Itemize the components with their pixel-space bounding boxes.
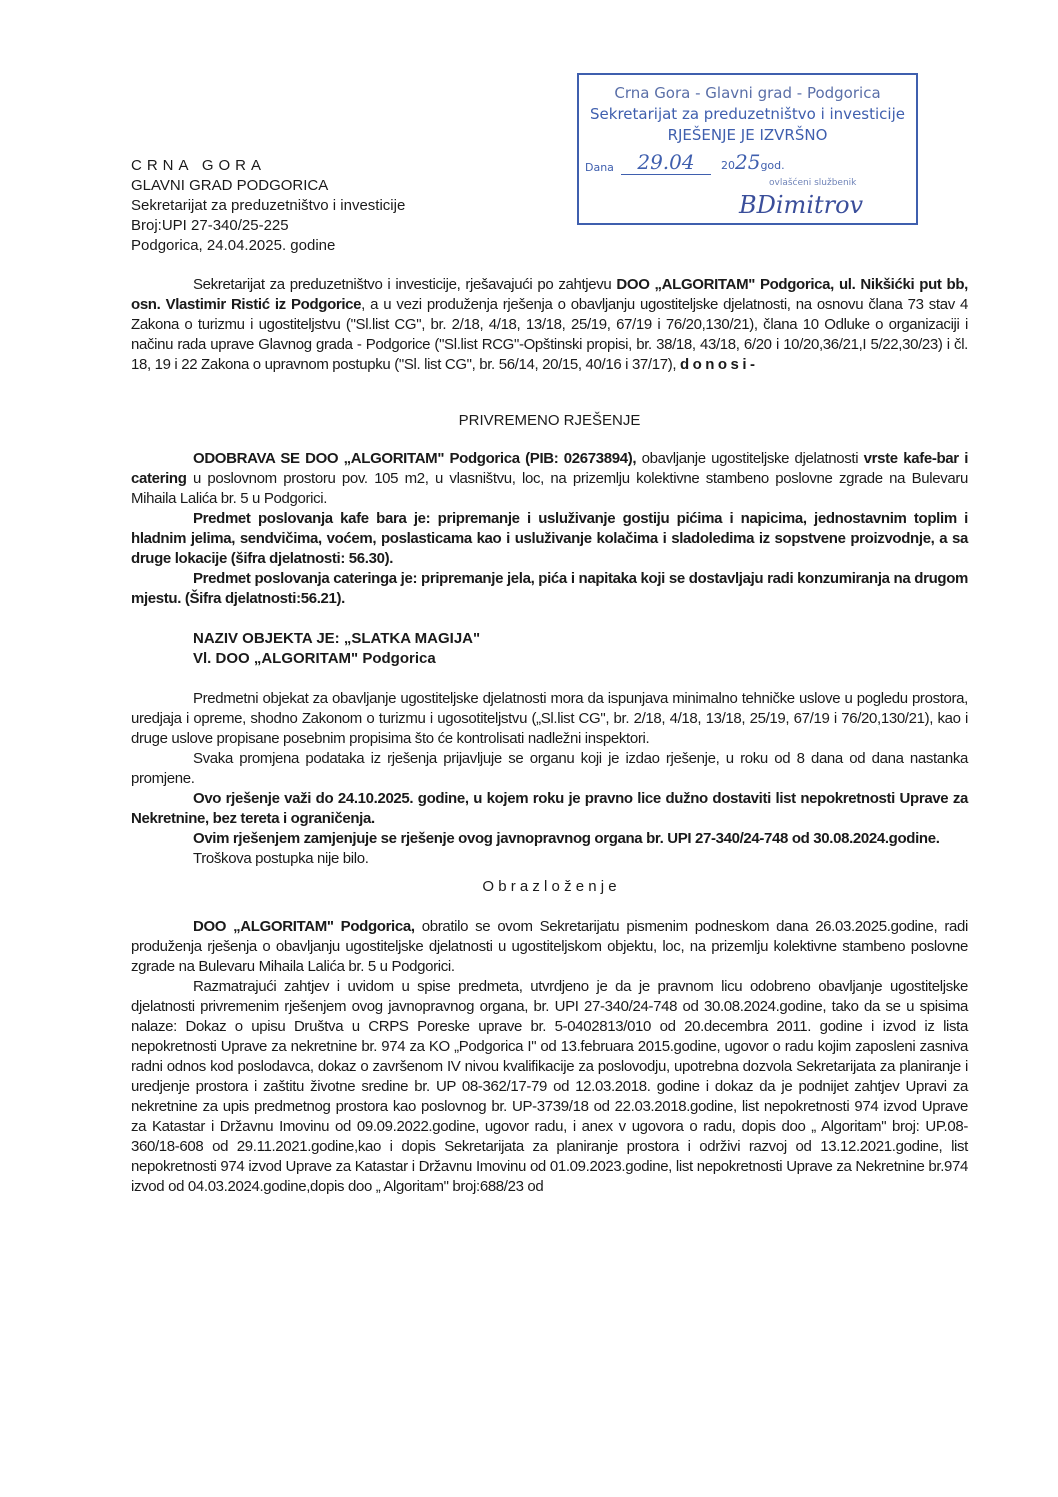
paragraph bbox=[131, 829, 968, 849]
document-body bbox=[131, 275, 968, 1197]
reasoning-section bbox=[131, 917, 968, 1197]
stamp-date: 29.04 bbox=[621, 150, 711, 175]
stamp-line-3: RJEŠENJE JE IZVRŠNO bbox=[667, 126, 828, 144]
stamp-year-handwritten: 25 bbox=[735, 150, 761, 174]
text: u poslovnom prostoru pov. 105 m2, u vlasništvu, loc, na prizemlju kolektivne stambeno poslovne zgrade na Bulevaru Mihaila Lalića br. 5 u Podgorici. bbox=[131, 470, 968, 507]
text: Sekretarijat za preduzetništvo i investicije, rješavajući po zahtjevu bbox=[193, 276, 617, 293]
stamp-year bbox=[721, 150, 785, 178]
bold-text: Ovo rješenje važi do 24.10.2025. godine, u kojem roku je pravno lice dužno dostaviti list nepokretnosti Uprave za Nekretnine, bez tereta i ograničenja. bbox=[131, 790, 968, 827]
conditions-section bbox=[131, 689, 968, 869]
paragraph bbox=[131, 569, 968, 609]
paragraph bbox=[131, 789, 968, 829]
header-number: Broj:UPI 27-340/25-225 bbox=[131, 217, 289, 234]
paragraph bbox=[131, 977, 968, 1197]
object-info bbox=[131, 629, 968, 669]
decision-title: PRIVREMENO RJEŠENJE bbox=[458, 412, 641, 429]
stamp-official-label: ovlašćeni službenik bbox=[769, 178, 857, 188]
bold-text: ODOBRAVA SE DOO „ALGORITAM" Podgorica (PIB: 02673894), bbox=[193, 450, 637, 467]
stamp-line-1: Crna Gora - Glavni grad - Podgorica bbox=[614, 84, 881, 102]
text: , a u vezi produženja rješenja o obavljanju ugostiteljske djelatnosti, na osnovu člana 73 stav 4 Zakona o turizmu i ugostiteljstvu ("Sl.list CG", br. 2/18, 4/18, 13/18, 25/19, 67/19 i 76/20,130/21), člana 10 Odluke o organizaciji i načinu rada uprave Glavnog grada - Podgorice ("Sl.list RCG"-Opštinski propisi, br. 38/18, 43/18, 6/20 i 10/20,36/21,I 5/22,30/23) i čl. 18, 19 i 22 Zakona o upravnom postupku ("Sl. list CG", br. 56/14, 20/15, 40/16 i 37/17), bbox=[131, 296, 968, 373]
text: Svaka promjena podataka iz rješenja prijavljuje se organu koji je izdao rješenje, u roku od 8 dana od dana nastanka promjene. bbox=[131, 750, 968, 787]
reasoning-title: O b r a z l o ž e n j e bbox=[482, 878, 617, 895]
bold-text: d o n o s i - bbox=[680, 356, 755, 373]
stamp-dana-label: Dana bbox=[585, 161, 614, 174]
stamp-line-2: Sekretarijat za preduzetništvo i investicije bbox=[590, 105, 905, 123]
signature: BDimitrov bbox=[739, 191, 864, 219]
object-name: NAZIV OBJEKTA JE: „SLATKA MAGIJA" bbox=[193, 630, 481, 647]
paragraph bbox=[131, 509, 968, 569]
intro-section bbox=[131, 275, 968, 375]
bold-text: DOO „ALGORITAM" Podgorica, ul. Nikšićki put bb, osn. Vlastimir Ristić iz Podgorice bbox=[131, 276, 968, 313]
bold-text: Predmet poslovanja kafe bara je: pripremanje i usluživanje gostiju pićima i napicima, jednostavnim toplim i hladnim jelima, sendvičima, voćem, poslasticama kao i usluživanje kolačima i sladoledima iz sopstvene proizvodnje, a sa druge lokacije (šifra djelatnosti: 56.30). bbox=[131, 510, 968, 567]
header-place-date: Podgorica, 24.04.2025. godine bbox=[131, 237, 336, 254]
bold-text: Ovim rješenjem zamjenjuje se rješenje ovog javnopravnog organa br. UPI 27-340/24-748 od 30.08.2024.godine. bbox=[193, 830, 940, 847]
decision-section bbox=[131, 449, 968, 609]
bold-text: DOO „ALGORITAM" Podgorica, bbox=[193, 918, 415, 935]
enforceability-stamp bbox=[577, 73, 918, 225]
paragraph bbox=[131, 849, 968, 869]
text: obratilo se ovom Sekretarijatu pismenim podneskom dana 26.03.2025.godine, radi produženja rješenja o obavljanju ugostiteljske djelatnosti u ugostiteljskom objektu, loc, na prizemlju kolektivne stambeno poslovne zgrade na Bulevaru Mihaila Lalića br. 5 u Podgorici. bbox=[131, 918, 968, 975]
header-city: GLAVNI GRAD PODGORICA bbox=[131, 177, 329, 194]
document-header bbox=[131, 156, 405, 256]
stamp-year-suffix: god. bbox=[760, 159, 785, 172]
paragraph bbox=[131, 449, 968, 509]
text: Predmetni objekat za obavljanje ugostiteljske djelatnosti mora da ispunjava minimalno tehničke uslove u pogledu prostora, uredjaja i opreme, shodno Zakonom o turizmu i ugosotiteljstvu („Sl.list CG", br. 2/18, 4/18, 13/18, 25/19, 67/19 i 76/20,130/21), kao i druge uslove propisane posebnim propisima što će kontrolisati nadležni inspektori. bbox=[131, 690, 968, 747]
text: obavljanje ugostiteljske djelatnosti bbox=[636, 450, 864, 467]
paragraph bbox=[131, 749, 968, 789]
header-office: Sekretarijat za preduzetništvo i investicije bbox=[131, 197, 406, 214]
paragraph bbox=[131, 689, 968, 749]
text: Troškova postupka nije bilo. bbox=[193, 850, 369, 867]
object-owner: Vl. DOO „ALGORITAM" Podgorica bbox=[193, 650, 436, 667]
header-country: CRNA GORA bbox=[131, 157, 267, 174]
stamp-year-prefix: 20 bbox=[721, 159, 735, 172]
paragraph bbox=[131, 275, 968, 375]
text: Razmatrajući zahtjev i uvidom u spise predmeta, utvrdjeno je da je pravnom licu odobreno obavljanje ugostiteljske djelatnosti privremenim rješenjem ovog javnopravnog organa, br. UPI 27-340/24-748 od 30.08.2024.godine, tako da se u spisima nalaze: Dokaz o upisu Društva u CRPS Poreske uprave br. 5-0402813/010 od 20.decembra 2011. godine i izvod iz lista nepokretnosti Uprave za nekretnine br. 974 za KO „Podgorica I" od 13.februara 2015.godine, ugovor o radu kojim zaposleni zasniva radni odnos kod poslodavca, dokaz o završenom IV nivou kvalifikacije za poslovodju, upotrebna dozvola Sekretarijata za planiranje i uredjenje prostora i zaštitu životne sredine br. UP 08-362/17-79 od 12.03.2018. godine i dokaz da je podnijet zahtjev Upravi za nekretnine za upis predmetnog prostora kao poslovnog br. UP-3739/18 od 22.03.2018.godine, list nepokretnosti 974 izvod Uprave za Katastar i Državnu Imovinu od 09.09.2022.godine, ugovor radu, i anex v ugovora o radu, dopis doo „ Algoritam" broj: UP.08-360/18-608 od 29.11.2021.godine,kao i dopis Sekretarijata za planiranje prostora i održivi razvoj od 13.12.2021.godine, list nepokretnosti 974 izvod Uprave za Katastar i Državnu Imovinu od 01.09.2023.godine, list nepokretnosti Uprave za Nekretnine br.974 izvod od 04.03.2024.godine,dopis doo „ Algoritam" broj:688/23 od bbox=[131, 978, 968, 1195]
bold-text: vrste kafe-bar i catering bbox=[131, 450, 969, 487]
paragraph bbox=[131, 917, 968, 977]
bold-text: Predmet poslovanja cateringa je: pripremanje jela, pića i napitaka koji se dostavljaju radi konzumiranja na drugom mjestu. (Šifra djelatnosti:56.21). bbox=[131, 570, 968, 607]
